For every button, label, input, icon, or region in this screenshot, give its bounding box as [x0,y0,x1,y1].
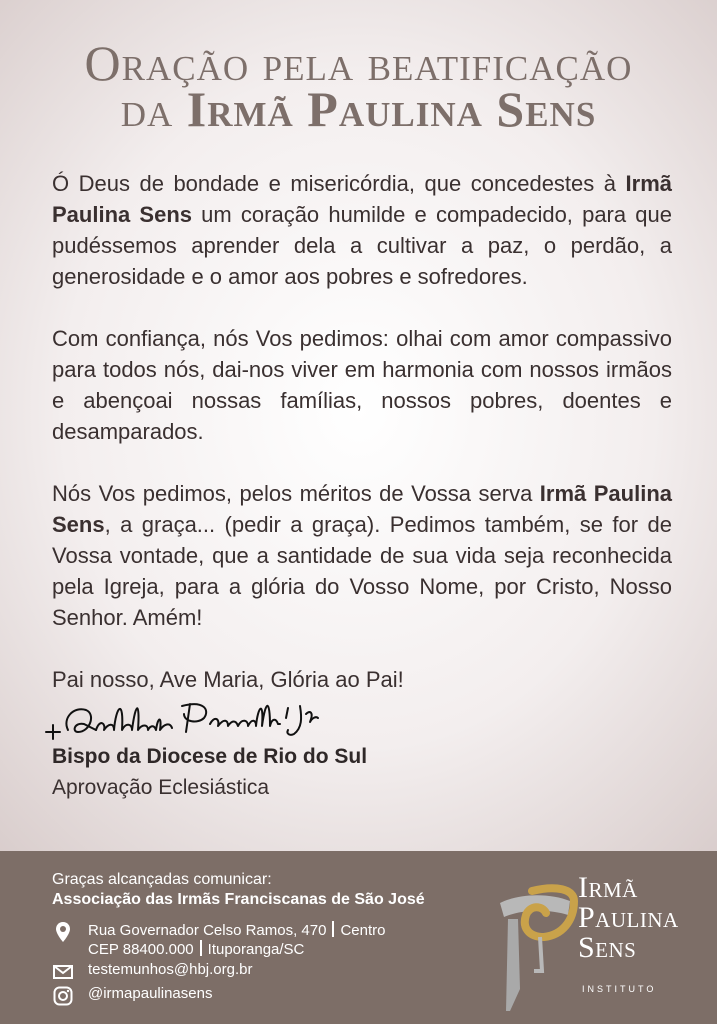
p3-name: Irmã Paulina Sens [52,481,672,537]
title-name: Irmã Paulina Sens [186,81,597,137]
address-district: Centro [340,922,386,939]
prayer-paragraph-3 [52,478,672,633]
logo-wordmark [578,873,679,963]
p3-text-a: Nós Vos pedimos, pelos méritos de Vossa serva [52,481,540,506]
logo-line-3: Sens [578,931,637,964]
prayer-paragraph-1 [52,168,672,292]
p1-text-a: Ó Deus de bondade e misericórdia, que concedestes à [52,171,626,196]
footer [0,851,717,1024]
handwritten-signature [44,688,404,748]
instagram-handle[interactable]: @irmapaulinasens [88,985,213,1002]
title-line-2 [0,81,717,137]
title-prefix: da [120,81,187,137]
logo-subtitle: INSTITUTO [582,984,657,994]
address-cep: CEP 88400.000 [88,941,194,958]
p1-name: Irmã Paulina Sens [52,171,672,227]
footer-organization: Associação das Irmãs Franciscanas de São José [52,891,425,908]
p3-text-b: , a graça... (pedir a graça). Pedimos também, se for de Vossa vontade, que a santidade de sua vida seja reconhecida pela Igreja, para a glória do Vosso Nome, por Cristo, Nosso Senhor. Amém! [52,512,672,630]
logo-line-2: Paulina [578,901,679,934]
envelope-icon [52,961,74,983]
address-text [88,921,386,959]
page-title [0,35,717,137]
location-pin-icon [52,921,74,943]
instagram-icon [52,985,74,1007]
address-city: Ituporanga/SC [207,941,305,958]
bishop-title: Bispo da Diocese de Rio do Sul [52,745,368,768]
approval-label: Aprovação Eclesiástica [52,776,270,799]
logo-line-1: Irmã [578,871,638,904]
prayer-paragraph-2: Com confiança, nós Vos pedimos: olhai com amor compassivo para todos nós, dai-nos viver em harmonia com nossos irmãos e abençoai nossas famílias, nossos pobres, doentes e desamparados. [52,326,672,444]
email-link[interactable]: testemunhos@hbj.org.br [88,961,253,978]
prayer-text [52,168,672,726]
address-street: Rua Governador Celso Ramos, 470 [88,922,327,939]
footer-address [52,921,386,959]
footer-email[interactable] [52,961,252,983]
p1-text-b: um coração humilde e compadecido, para que pudéssemos aprender dela a cultivar a paz, o perdão, a generosidade e o amor aos pobres e sofredores. [52,202,672,289]
footer-intro: Graças alcançadas comunicar: [52,871,272,888]
prayer-paragraph-4: Pai nosso, Ave Maria, Glória ao Pai! [52,667,404,692]
title-line-1: Oração pela beatificação [84,35,633,91]
footer-instagram[interactable] [52,985,212,1007]
